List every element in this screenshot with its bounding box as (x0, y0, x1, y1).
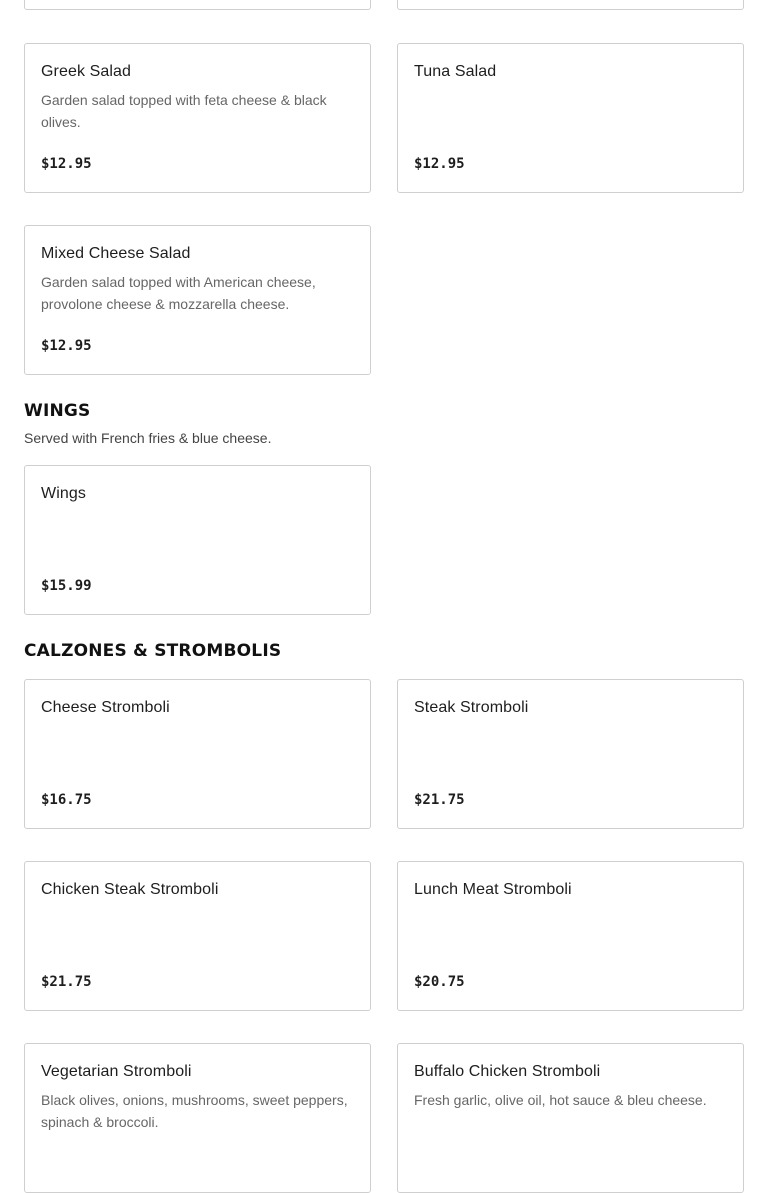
menu-item-card-vegetarian-stromboli[interactable] (24, 1043, 371, 1193)
menu-item-name: Mixed Cheese Salad (41, 245, 191, 262)
menu-item-name: Wings (41, 485, 86, 502)
menu-item-card-cheese-stromboli[interactable] (24, 679, 371, 829)
menu-item-name: Tuna Salad (414, 63, 497, 80)
menu-item-price: $21.75 (41, 974, 92, 990)
menu-item-description: Black olives, onions, mushrooms, sweet peppers, spinach & broccoli. (41, 1092, 348, 1130)
menu-item-description: Fresh garlic, olive oil, hot sauce & bleu cheese. (414, 1092, 707, 1108)
menu-item-name: Buffalo Chicken Stromboli (414, 1063, 601, 1080)
menu-item-name: Chicken Steak Stromboli (41, 881, 219, 898)
menu-item-name: Greek Salad (41, 63, 132, 80)
menu-item-card[interactable] (397, 0, 744, 10)
menu-item-card[interactable] (24, 0, 371, 10)
menu-item-card-greek-salad[interactable] (24, 43, 371, 193)
menu-item-card-tuna-salad[interactable] (397, 43, 744, 193)
menu-item-card-lunch-meat-stromboli[interactable] (397, 861, 744, 1011)
menu-item-card-wings[interactable] (24, 465, 371, 615)
section-title-wings: WINGS (24, 401, 91, 421)
menu-item-price: $12.95 (41, 338, 92, 354)
menu-item-name: Vegetarian Stromboli (41, 1063, 192, 1080)
menu-item-card-mixed-cheese-salad[interactable] (24, 225, 371, 375)
menu-item-price: $15.99 (41, 578, 92, 594)
menu-item-price: $16.75 (41, 792, 92, 808)
menu-item-card-buffalo-chicken-stromboli[interactable] (397, 1043, 744, 1193)
menu-item-card-steak-stromboli[interactable] (397, 679, 744, 829)
menu-item-price: $12.95 (41, 156, 92, 172)
menu-item-name: Lunch Meat Stromboli (414, 881, 572, 898)
menu-item-price: $20.75 (414, 974, 465, 990)
menu-item-price: $21.75 (414, 792, 465, 808)
menu-item-description: Garden salad topped with feta cheese & black olives. (41, 92, 327, 130)
menu-item-description: Garden salad topped with American cheese, provolone cheese & mozzarella cheese. (41, 274, 316, 312)
menu-item-name: Steak Stromboli (414, 699, 529, 716)
section-title-calzones: CALZONES & STROMBOLIS (24, 641, 282, 661)
menu-item-price: $12.95 (414, 156, 465, 172)
section-subtitle-wings: Served with French fries & blue cheese. (24, 430, 272, 446)
menu-item-name: Cheese Stromboli (41, 699, 170, 716)
menu-item-card-chicken-steak-stromboli[interactable] (24, 861, 371, 1011)
